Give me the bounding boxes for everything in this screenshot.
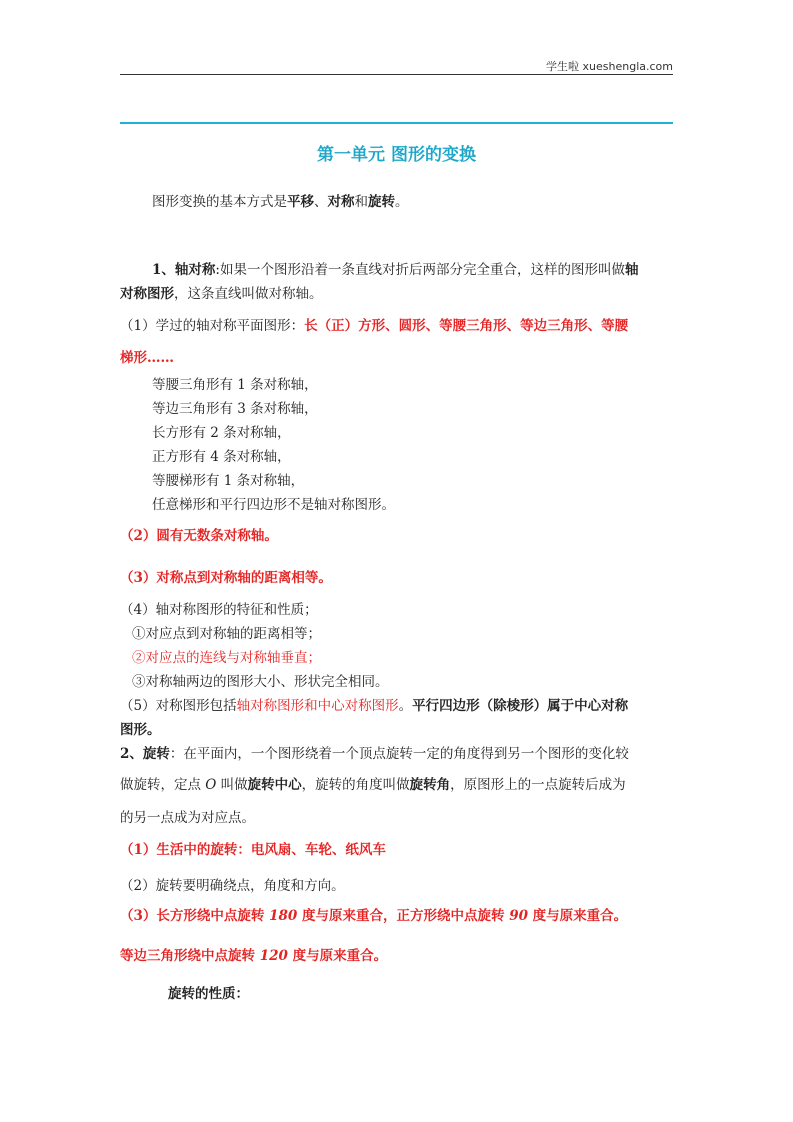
page-title: 第一单元 图形的变换 [317,145,476,165]
intro-paragraph: 图形变换的基本方式是平移、对称和旋转。 [152,194,409,210]
rotation-overlap-line2: 等边三角形绕中点旋转 120 度与原来重合。 [120,948,388,964]
axis-shapes-line2: 梯形…… [120,350,174,366]
axis-count-line: 等腰三角形有 1 条对称轴， [152,377,318,393]
title-rule [120,122,673,124]
rotation-requirements: （2）旋转要明确绕点，角度和方向。 [120,878,345,894]
circle-axis-note: （2）圆有无数条对称轴。 [120,528,278,544]
symmetric-point-note: （3）对称点到对称轴的距离相等。 [120,570,332,586]
axis-definition-line1: 1、轴对称:如果一个图形沿着一条直线对折后两部分完全重合，这样的图形叫做轴 [152,262,639,278]
axis-count-line: 等边三角形有 3 条对称轴， [152,401,318,417]
rotation-properties-heading: 旋转的性质： [168,986,249,1002]
axis-count-line: 任意梯形和平行四边形不是轴对称图形。 [152,497,395,513]
header-site: 学生啦 xueshengla.com [546,60,673,73]
axis-properties-heading: （4）轴对称图形的特征和性质； [120,602,318,618]
header-rule [120,74,673,75]
axis-count-line: 长方形有 2 条对称轴， [152,425,291,441]
axis-definition-line2: 对称图形，这条直线叫做对称轴。 [120,286,323,302]
rotation-definition-line2: 做旋转，定点 O 叫做旋转中心，旋转的角度叫做旋转角，原图形上的一点旋转后成为 [120,777,626,793]
axis-shapes-line1: （1）学过的轴对称平面图形：长（正）方形、圆形、等腰三角形、等边三角形、等腰 [120,318,629,334]
axis-property-item: ②对应点的连线与对称轴垂直； [132,650,321,666]
axis-property-item: ③对称轴两边的图形大小、形状完全相同。 [132,674,389,690]
axis-property-item: ①对应点到对称轴的距离相等； [132,626,321,642]
axis-count-line: 正方形有 4 条对称轴， [152,449,291,465]
symmetric-figures-line1: （5）对称图形包括轴对称图形和中心对称图形。平行四边形（除棱形）属于中心对称 [120,698,629,714]
axis-count-line: 等腰梯形有 1 条对称轴， [152,473,305,489]
symmetric-figures-line2: 图形。 [120,722,161,738]
rotation-overlap-line1: （3）长方形绕中点旋转 180 度与原来重合，正方形绕中点旋转 90 度与原来重合。 [120,908,628,924]
rotation-definition-line1: 2、旋转：在平面内，一个图形绕着一个顶点旋转一定的角度得到另一个图形的变化较 [120,746,629,762]
rotation-definition-line3: 的另一点成为对应点。 [120,810,255,826]
rotation-examples: （1）生活中的旋转：电风扇、车轮、纸风车 [120,842,386,858]
